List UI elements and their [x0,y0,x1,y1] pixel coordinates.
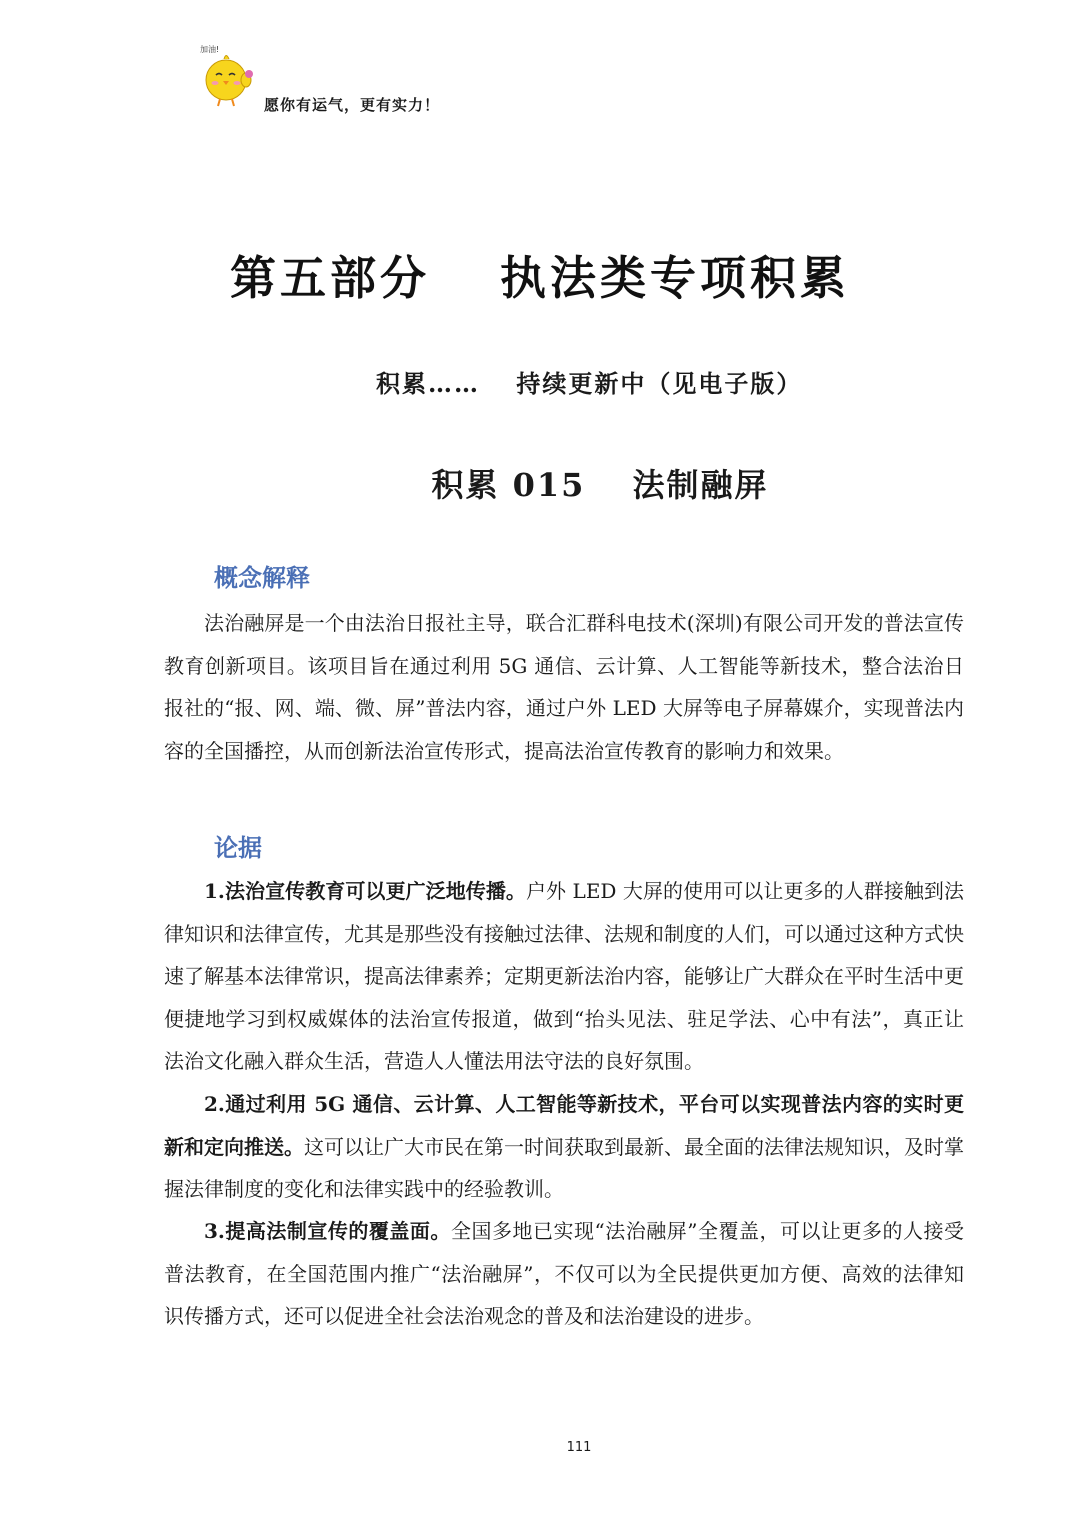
subtitle: 积累…… 持续更新中（见电子版） [376,369,803,398]
chick-mascot-icon [196,40,256,110]
argument-text-3: 全国多地已实现“法治融屏”全覆盖，可以让更多的人接受普法教育，在全国范围内推广“法治融屏”，不仅可以为全民提供更加方便、高效的法律知识传播方式，还可以促进全社会法治观念的普及和法治建设的进步。 [164,1219,964,1328]
argument-lead-3: 3.提高法制宣传的覆盖面。 [204,1219,451,1243]
page-number: 111 [566,1440,592,1455]
argument-item-3 [164,1210,964,1338]
argument-lead-2: 2.通过利用 5G 通信、云计算、人工智能等新技术，平台可以实现普法内容的实时更新和定向推送。 [164,1092,964,1159]
motto-text: 愿你有运气，更有实力！ [264,96,441,114]
argument-text-1: 户外 LED 大屏的使用可以让更多的人群接触到法律知识和法律宣传，尤其是那些没有接触过法律、法规和制度的人们，可以通过这种方式快速了解基本法律常识，提高法律素养；定期更新法治内容，能够让广大群众在平时生活中更便捷地学习到权威媒体的法治宣传报道，做到“抬头见法、驻足学法、心中有法”，真正让法治文化融入群众生活，营造人人懂法用法守法的良好氛围。 [164,879,964,1073]
argument-item-1 [164,870,964,1083]
page-header [196,40,596,120]
section-title: 积累 015 法制融屏 [431,466,769,504]
part-title: 第五部分 执法类专项积累 [229,251,850,305]
argument-text-2: 这可以让广大市民在第一时间获取到最新、最全面的法律法规知识，及时掌握法律制度的变化和法律实践中的经验教训。 [164,1134,964,1201]
argument-lead-1: 1.法治宣传教育可以更广泛地传播。 [204,879,526,903]
mascot-label: 加油! [200,45,220,54]
arguments-heading: 论据 [214,834,262,862]
argument-item-2 [164,1083,964,1211]
concept-paragraph: 法治融屏是一个由法治日报社主导，联合汇群科电技术(深圳)有限公司开发的普法宣传教育创新项目。该项目旨在通过利用 5G 通信、云计算、人工智能等新技术，整合法治日报社的“报、网、端、微、屏”普法内容，通过户外 LED 大屏等电子屏幕媒介，实现普法内容的全国播控，从而创新法治宣传形式，提高法治宣传教育的影响力和效果。 [164,611,964,763]
concept-heading: 概念解释 [214,564,310,592]
